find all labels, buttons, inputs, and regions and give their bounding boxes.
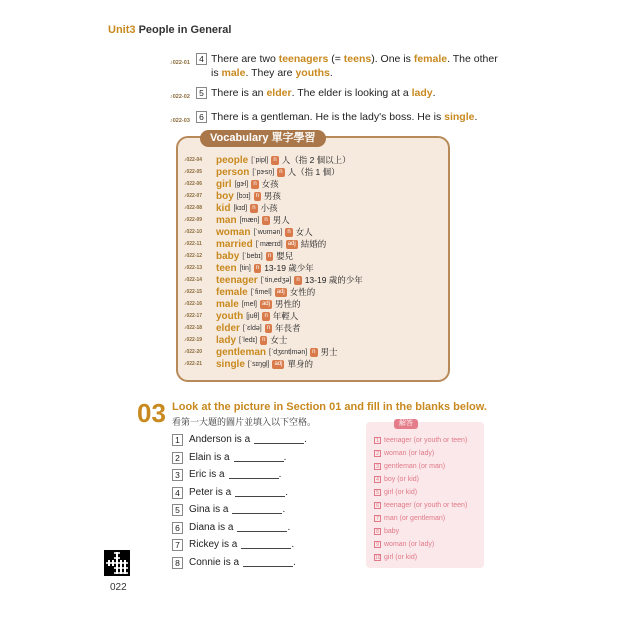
definition: 女士 [270,335,288,345]
answer-key [366,422,484,568]
period: . [282,504,286,516]
sentence-fragment: . [432,87,436,99]
answer-blank[interactable] [234,453,284,462]
vocab-row [184,346,438,358]
answer-number: 1 [374,437,381,444]
phonetic: [ˈsɪŋgḷ] [247,360,270,368]
answer-item [374,538,467,551]
audio-track-icon[interactable]: ♪022-10 [184,229,203,235]
answer-item [374,473,467,486]
question-row [172,501,307,519]
sentence-fragment: There is an [211,87,267,99]
phonetic: [mel] [241,300,257,308]
vocab-row [184,262,438,274]
question-text: Connie is a [189,556,240,568]
answer-number: 4 [374,476,381,483]
audio-track-icon[interactable]: ♪022-18 [184,325,203,331]
vocab-row [184,202,438,214]
vocab-word: man [216,214,237,226]
vocab-word: youth [216,310,244,322]
audio-track-icon[interactable]: ♪022-20 [184,349,203,355]
part-of-speech-badge: n [255,264,260,271]
section-subtitle: 看第一大題的圖片並填入以下空格。 [172,417,317,427]
vocab-word: person [216,166,250,178]
question-number: 2 [172,452,183,464]
answer-item [374,512,467,525]
part-of-speech-badge: n [273,156,277,163]
definition: 人（指 2 個以上） [281,155,351,165]
phonetic: [tin] [239,264,251,272]
audio-track-icon[interactable]: ♪022-06 [184,181,203,187]
vocab-row [184,334,438,346]
question-text: Diana is a [189,521,234,533]
definition: 女人 [295,227,313,237]
answer-item [374,460,467,473]
question-number: 6 [172,522,183,534]
audio-track-icon[interactable]: ♪022-04 [184,157,203,163]
answer-number: 9 [374,541,381,548]
phonetic: [mæn] [239,216,260,224]
answer-number: 8 [374,528,381,535]
vocab-word: woman [216,226,251,238]
definition: 男士 [320,347,338,357]
highlighted-word: single [444,111,475,123]
definition: 小孩 [260,203,278,213]
question-text: Anderson is a [189,434,251,446]
definition: 女性的 [289,287,316,297]
answer-number: 6 [374,502,381,509]
highlighted-word: teens [343,53,372,65]
question-row [172,466,307,484]
period: . [278,469,282,481]
audio-track-icon[interactable]: ♪022-09 [184,217,203,223]
vocabulary-title: Vocabulary 單字學習 [200,130,326,147]
vocab-row [184,166,438,178]
answer-text: baby [384,528,400,535]
answer-list [374,434,467,564]
vocab-row [184,214,438,226]
audio-track-icon[interactable]: ♪022-03 [170,118,190,124]
vocab-word: girl [216,178,232,190]
part-of-speech-badge: adj [261,300,270,307]
unit-name: People in General [138,24,232,36]
period: . [291,539,295,551]
phonetic: [ˈbebɪ] [242,252,263,260]
sentence-number: 4 [196,53,207,65]
phonetic: [ˈledɪ] [239,336,258,344]
audio-track-icon[interactable]: ♪022-12 [184,253,203,259]
sentence-fragment: (= [328,53,344,65]
definition: 13-19 歲少年 [264,263,314,273]
highlighted-word: elder [266,87,292,99]
part-of-speech-badge: n [266,324,271,331]
answer-text: girl (or kid) [384,489,418,496]
sentence-row [170,86,500,104]
section-number: 03 [137,398,166,428]
sentence-fragment: . [474,111,478,123]
sentence-fragment: . The elder is looking at a [291,87,412,99]
part-of-speech-badge: n [264,312,268,319]
vocab-row [184,238,438,250]
answer-item [374,434,467,447]
answer-item [374,486,467,499]
audio-track-icon[interactable]: ♪022-17 [184,313,203,319]
phonetic: [ˈpipḷ] [251,156,269,164]
answer-text: teenager (or youth or teen) [384,437,468,444]
vocab-row [184,250,438,262]
vocab-word: kid [216,202,231,214]
vocab-word: teen [216,262,237,274]
definition: 男人 [272,215,290,225]
question-number: 7 [172,539,183,551]
definition: 女孩 [261,179,279,189]
question-list [172,431,307,571]
vocab-row [184,286,438,298]
period: . [285,486,289,498]
question-text: Eric is a [189,469,225,481]
phonetic: [ˈdʒɛntḷmən] [269,348,308,356]
part-of-speech-badge: n [279,168,283,175]
answer-text: woman (or lady) [384,450,435,457]
question-row [172,449,307,467]
question-number: 5 [172,504,183,516]
audio-track-icon[interactable]: ♪022-05 [184,169,203,175]
question-number: 8 [172,557,183,569]
sentence-fragment: There are two [211,53,279,65]
vocab-word: elder [216,322,240,334]
definition: 年輕人 [272,311,299,321]
audio-track-icon[interactable]: ♪022-07 [184,193,203,199]
answer-blank[interactable] [232,505,282,514]
vocab-word: baby [216,250,240,262]
vocab-row [184,190,438,202]
highlighted-word: teenagers [278,53,329,65]
vocab-row [184,154,438,166]
definition: 13-19 歲的少年 [304,275,363,285]
page-number: 022 [110,582,127,593]
definition: 人（指 1 個） [287,167,340,177]
phonetic: [kɪd] [233,204,248,212]
sentence-fragment: There is a gentleman. He is the lady's boss. He is [211,111,445,123]
answer-text: woman (or lady) [384,541,435,548]
highlighted-word: female [413,53,448,65]
question-row [172,554,307,572]
question-row [172,431,307,449]
answer-item [374,447,467,460]
definition: 單身的 [287,359,313,369]
vocabulary-list [184,154,438,370]
audio-track-icon[interactable]: ♪022-21 [184,361,203,367]
question-row [172,484,307,502]
part-of-speech-badge: n [252,204,256,211]
question-text: Elain is a [189,451,230,463]
question-number: 3 [172,469,183,481]
sentence-fragment: ). One is [371,53,414,65]
sentence-fragment: . [329,67,333,79]
vocab-row [184,358,438,370]
sentence-number: 6 [196,111,207,123]
answer-text: man (or gentleman) [384,515,446,522]
answer-blank[interactable] [229,470,279,479]
answer-blank[interactable] [254,435,304,444]
question-number: 1 [172,434,183,446]
vocab-word: gentleman [216,346,267,358]
answer-text: teenager (or youth or teen) [384,502,468,509]
vocab-word: lady [216,334,237,346]
unit-number: Unit3 [108,24,136,36]
audio-track-icon[interactable]: ♪022-08 [184,205,203,211]
answer-text: gentleman (or man) [384,463,446,470]
answer-blank[interactable] [243,558,293,567]
vocab-word: female [216,286,248,298]
sentence-text [211,86,436,100]
phonetic: [juθ] [246,312,260,320]
phonetic: [bɔɪ] [236,192,251,200]
answer-text: girl (or kid) [384,554,418,561]
highlighted-word: youths [295,67,330,79]
audio-track-icon[interactable]: ♪022-02 [170,94,190,100]
highlighted-word: lady [411,87,433,99]
phonetic: [ˈpɝsn̩] [252,168,275,176]
vocab-row [184,322,438,334]
question-text: Peter is a [189,486,232,498]
part-of-speech-badge: n [253,180,257,187]
vocab-row [184,274,438,286]
vocab-word: boy [216,190,234,202]
sentence-number: 5 [196,87,207,99]
unit-title [108,24,231,36]
definition: 男孩 [263,191,281,201]
audio-track-icon[interactable]: ♪022-15 [184,289,203,295]
part-of-speech-badge: n [287,228,291,235]
answer-key-label: 解答 [394,419,418,429]
part-of-speech-badge: adj [274,360,283,367]
answer-number: 2 [374,450,381,457]
vocab-row [184,178,438,190]
audio-track-icon[interactable]: ♪022-11 [184,241,202,247]
vocab-word: teenager [216,274,258,286]
phonetic: [gɝl] [234,180,249,188]
vocab-word: people [216,154,249,166]
qr-code-icon[interactable] [104,550,130,576]
answer-number: 3 [374,463,381,470]
answer-number: 10 [375,555,381,561]
period: . [287,521,291,533]
definition: 年長者 [275,323,301,333]
example-sentences [170,52,500,134]
question-row [172,536,307,554]
period: . [304,434,307,446]
question-number: 4 [172,487,183,499]
vocab-word: single [216,358,245,370]
vocab-row [184,226,438,238]
sentence-fragment: . They are [245,67,296,79]
answer-blank[interactable] [241,540,291,549]
period: . [283,451,287,463]
phonetic: [ˈwʊmən] [253,228,283,236]
answer-item [374,551,467,564]
sentence-row [170,110,500,128]
question-text: Gina is a [189,504,229,516]
phonetic: [ˈtin‚edʒə] [260,276,292,284]
question-text: Rickey is a [189,539,238,551]
part-of-speech-badge: adj [287,240,296,247]
definition: 嬰兒 [276,251,294,261]
part-of-speech-badge: n [296,276,300,283]
part-of-speech-badge: n [262,336,266,343]
answer-item [374,525,467,538]
part-of-speech-badge: adj [276,288,285,295]
audio-track-icon[interactable]: ♪022-19 [184,337,203,343]
answer-number: 7 [374,515,381,522]
vocab-row [184,298,438,310]
answer-number: 5 [374,489,381,496]
answer-blank[interactable] [235,488,285,497]
vocab-word: married [216,238,253,250]
part-of-speech-badge: n [255,192,259,199]
phonetic: [ˈɛldə] [242,324,262,332]
sentence-row [170,52,500,80]
answer-item [374,499,467,512]
part-of-speech-badge: n [312,348,316,355]
period: . [293,556,296,568]
sentence-text [211,110,477,124]
part-of-speech-badge: n [267,252,272,259]
definition: 結婚的 [300,239,327,249]
audio-track-icon[interactable]: ♪022-13 [184,265,203,271]
audio-track-icon[interactable]: ♪022-16 [184,301,203,307]
part-of-speech-badge: n [264,216,268,223]
highlighted-word: male [221,67,246,79]
vocab-word: male [216,298,239,310]
phonetic: [ˈfimel] [250,288,272,296]
sentence-fragment: . The other is [211,53,498,79]
question-row [172,519,307,537]
audio-track-icon[interactable]: ♪022-01 [170,60,190,66]
audio-track-icon[interactable]: ♪022-14 [184,277,203,283]
answer-text: boy (or kid) [384,476,420,483]
vocabulary-box [176,132,450,382]
phonetic: [ˈmærɪd] [255,240,283,248]
answer-blank[interactable] [237,523,287,532]
vocab-row [184,310,438,322]
section-title: Look at the picture in Section 01 and fill in the blanks below. [172,401,487,413]
sentence-text [211,52,500,80]
definition: 男性的 [274,299,301,309]
